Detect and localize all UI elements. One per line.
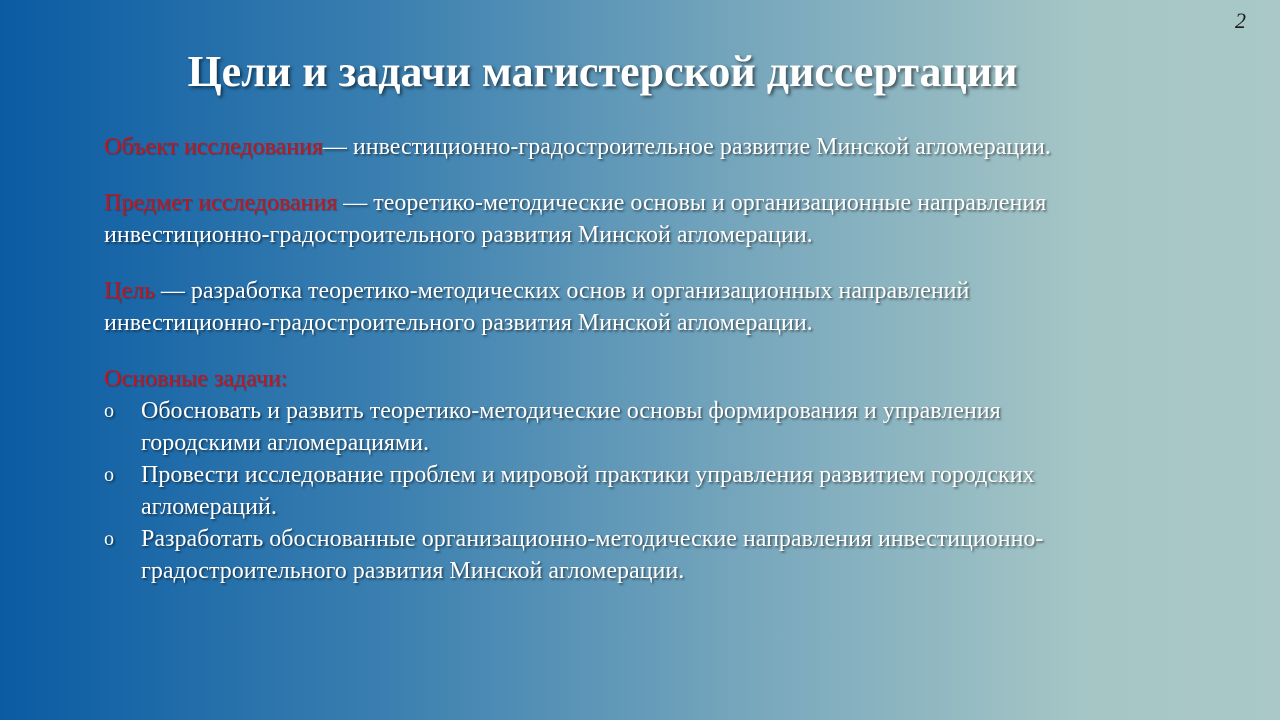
tasks-list [104, 395, 1104, 587]
goal-text: — разработка теоретико-методических основ и организационных направлений инвестиционно-градостроительного развития Минской агломерации. [104, 278, 970, 336]
bullet-icon: o [104, 400, 114, 422]
object-text: — инвестиционно-градостроительное развитие Минской агломерации. [322, 134, 1051, 160]
task-text: Провести исследование проблем и мировой практики управления развитием городских агломераций. [141, 462, 1035, 520]
bullet-icon: o [104, 528, 114, 550]
tasks-heading: Основные задачи: [104, 366, 288, 392]
goal-paragraph [104, 275, 1104, 339]
list-item [104, 395, 1104, 459]
object-paragraph [104, 131, 1104, 163]
slide-number: 2 [1235, 8, 1246, 33]
list-item [104, 459, 1104, 523]
subject-text: — теоретико-методические основы и организационные направления инвестиционно-градостроительного развития Минской агломерации. [104, 190, 1047, 248]
task-text: Обосновать и развить теоретико-методические основы формирования и управления городскими агломерациями. [141, 398, 1001, 456]
list-item [104, 523, 1104, 587]
subject-paragraph [104, 187, 1104, 251]
bullet-icon: o [104, 464, 114, 486]
slide-title: Цели и задачи магистерской диссертации [187, 47, 1018, 96]
subject-label: Предмет исследования [104, 190, 338, 216]
goal-label: Цель [104, 278, 155, 304]
slide-content [104, 131, 1104, 587]
object-label: Объект исследования [104, 134, 323, 160]
task-text: Разработать обоснованные организационно-методические направления инвестиционно-градостроительного развития Минской агломерации. [141, 526, 1044, 584]
